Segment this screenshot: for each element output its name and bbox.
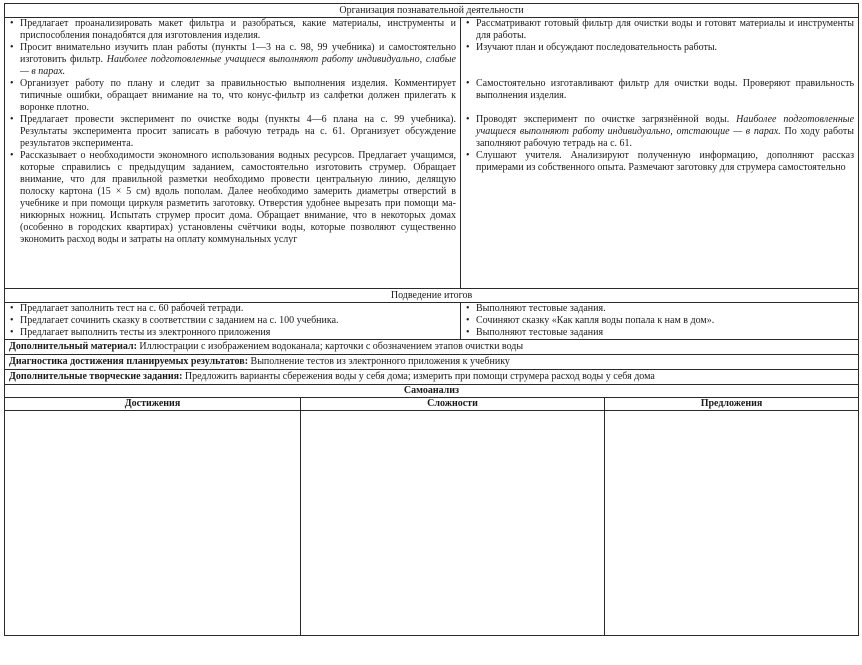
student-activity-cell <box>461 18 859 289</box>
item-text: Проводят эксперимент по очистке загрязнённой воды. <box>476 114 737 125</box>
item-text: Рассказывает о необходимости экономного использования водных ресурсов. Предлагает учащимся, которые справились с предыдущим заданием, самостоятельно изготовить струмер. Обращает внимание, что для правильной разметки необходимо провести центральную линию, делящую полоску картона (15 × 5 см) вдоль пополам. Далее необходимо замерить диаметры отверстий в учебнике и при помощи циркуля разметить заготовку. Отверстия удобнее вырезать при помощи маникюрных ножниц. Испытать струмер просит дома. Обращает внимание, что в некоторых домах (особенно в городских квартирах) установлены счётчики воды, которые позволяют существенно экономить расход воды и затраты на оплату коммунальных услуг <box>20 150 456 245</box>
list-item <box>9 303 456 315</box>
item-text: Предлагает выполнить тесты из электронного приложения <box>20 327 271 338</box>
list-item <box>9 18 456 42</box>
list-item <box>465 42 854 54</box>
summary-header: Подведение итогов <box>5 289 859 303</box>
diagnostics-label: Диагностика достижения планируемых результатов: <box>9 356 249 367</box>
item-text: Самостоятельно изготавливают фильтр для очистки воды. Проверяют правильность выполнения изделия. <box>476 78 855 101</box>
list-item <box>465 18 854 42</box>
column-achievements: Достижения <box>5 398 301 411</box>
item-text: Выполняют тестовые задания. <box>476 303 606 314</box>
list-item <box>9 327 456 339</box>
list-item <box>465 78 854 102</box>
difficulties-cell <box>301 411 605 636</box>
creative-tasks-label: Дополнительные творческие задания: <box>9 371 183 382</box>
list-item <box>465 150 854 174</box>
creative-tasks-row <box>5 370 859 385</box>
item-text: Организует работу по плану и следит за правильностью выполнения изделия. Комментирует типичные ошибки, обращает внимание на то, что конус-фильтр из салфетки должен прилегать к воронке плотно. <box>20 78 456 113</box>
column-difficulties: Сложности <box>301 398 605 411</box>
summary-teacher-cell <box>5 303 461 340</box>
item-text: Изучают план и обсуждают последовательность работы. <box>476 42 718 53</box>
achievements-cell <box>5 411 301 636</box>
item-text: Предлагает заполнить тест на с. 60 рабочей тетради. <box>20 303 244 314</box>
extra-material-text: Иллюстрации с изображением водоканала; карточки с обозначением этапов очистки воды <box>136 341 524 352</box>
list-item <box>465 327 854 339</box>
student-activity-list <box>465 18 854 174</box>
item-text: Выполняют тестовые задания <box>476 327 604 338</box>
item-emphasis: Наиболее подготовленные учащиеся выполняют работу индивидуально, слабые — в парах. <box>20 54 456 77</box>
lesson-table-top <box>4 3 859 385</box>
list-item <box>465 315 854 327</box>
summary-row <box>5 303 859 340</box>
self-analysis-header: Самоанализ <box>5 385 859 398</box>
extra-material-row <box>5 340 859 355</box>
organization-row <box>5 18 859 289</box>
extra-material-label: Дополнительный материал: <box>9 341 137 352</box>
summary-student-cell <box>461 303 859 340</box>
item-text: По ходу работы заполняют рабочую тетрадь на с. 61. <box>476 126 855 149</box>
list-item <box>465 303 854 315</box>
item-text: Сочиняют сказку «Как капля воды попала к нам в дом». <box>476 315 715 326</box>
organization-header: Организация познавательной деятельности <box>5 4 859 18</box>
list-item <box>9 78 456 114</box>
item-text: Предлагает провести эксперимент по очистке воды (пункты 4—6 плана на с. 99 учебника). Результаты эксперимента просит записать в рабочую тетрадь на с. 61. Организует обсуждение результатов эксперимента. <box>20 114 456 149</box>
item-text: Предлагает сочинить сказку в соответствии с заданием на с. 100 учебника. <box>20 315 339 326</box>
list-item <box>9 42 456 78</box>
list-item <box>9 114 456 150</box>
self-analysis-table <box>4 384 859 636</box>
diagnostics-text: Выполнение тестов из электронного приложения к учебнику <box>248 356 510 367</box>
item-text: Просит внимательно изучить план работы (пункты 1—3 на с. 98, 99 учебника) и самостоятельно изготовить фильтр. <box>20 42 456 65</box>
summary-teacher-list <box>9 303 456 339</box>
lesson-plan-page <box>4 3 858 659</box>
creative-tasks-text: Предложить варианты сбережения воды у себя дома; измерить при помощи струмера расход воды у себя дома <box>182 371 655 382</box>
teacher-activity-list <box>9 18 456 246</box>
item-text: Слушают учителя. Анализируют полученную информацию, дополняют рассказ примерами из собственного опыта. Размечают заготовку для струмера самостоятельно <box>476 150 855 173</box>
list-item <box>9 150 456 246</box>
item-text: Предлагает проанализировать макет фильтра и разобраться, какие материалы, инструменты и приспособления понадобятся для изготовления изделия. <box>20 18 456 41</box>
item-text: Рассматривают готовый фильтр для очистки воды и готовят материалы и инструменты для работы. <box>476 18 855 41</box>
list-item <box>9 315 456 327</box>
summary-student-list <box>465 303 854 339</box>
column-suggestions: Предложения <box>605 398 859 411</box>
teacher-activity-cell <box>5 18 461 289</box>
item-emphasis: Наиболее подготовленные учащиеся выполняют работу индивидуально, отстающие — в парах. <box>476 114 855 137</box>
list-item <box>465 114 854 150</box>
suggestions-cell <box>605 411 859 636</box>
diagnostics-row <box>5 355 859 370</box>
